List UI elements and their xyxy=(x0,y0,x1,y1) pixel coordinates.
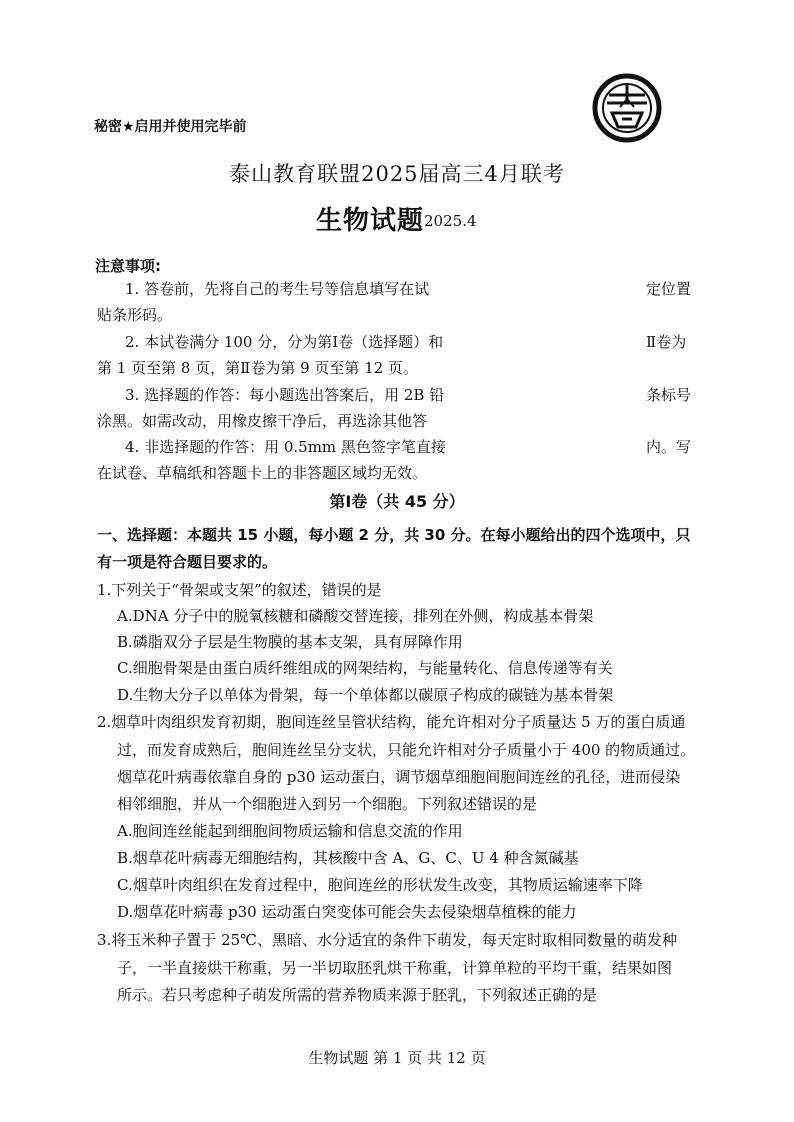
instruction-line: 有一项是符合题目要求的。 xyxy=(97,553,278,571)
notes-fragment: 内。写 xyxy=(646,438,692,456)
question-2-stem: 相邻细胞，并从一个细胞进入到另一个细胞。下列叙述错误的是 xyxy=(117,795,538,813)
notes-fragment: 定位置 xyxy=(646,280,692,298)
instruction-line: 一、选择题：本题共 15 小题，每小题 2 分，共 30 分。在每小题给出的四个选项中，只 xyxy=(97,526,691,544)
notes-line: 涂黑。如需改动，用橡皮擦干净后，再选涂其他答 xyxy=(97,412,428,430)
notes-fragment: 条标号 xyxy=(646,386,692,404)
question-2-option-a: A.胞间连丝能起到细胞间物质运输和信息交流的作用 xyxy=(117,822,463,840)
question-1-option-a: A.DNA 分子中的脱氧核糖和磷酸交替连接，排列在外侧，构成基本骨架 xyxy=(117,607,594,625)
question-3-stem: 3.将玉米种子置于 25℃、黑暗、水分适宜的条件下萌发，每天定时取相同数量的萌发种 xyxy=(97,931,677,949)
question-2-option-d: D.烟草花叶病毒 p30 运动蛋白突变体可能会失去侵染烟草植株的能力 xyxy=(117,903,577,921)
question-1-option-b: B.磷脂双分子层是生物膜的基本支架，具有屏障作用 xyxy=(117,633,463,651)
page-footer: 生物试题 第 1 页 共 12 页 xyxy=(308,1049,486,1067)
school-seal-logo xyxy=(592,73,662,143)
question-2-stem: 2.烟草叶肉组织发育初期，胞间连丝呈管状结构，能允许相对分子质量达 5 万的蛋白质通 xyxy=(97,713,686,731)
notes-line: 2. 本试卷满分 100 分，分为第Ⅰ卷（选择题）和 xyxy=(125,333,444,351)
question-2-option-c: C.烟草叶肉组织在发育过程中，胞间连丝的形状发生改变，其物质运输速率下降 xyxy=(117,876,643,894)
obscured-region xyxy=(455,246,643,458)
question-3-stem: 所示。若只考虑种子萌发所需的营养物质来源于胚乳，下列叙述正确的是 xyxy=(117,986,598,1004)
notes-heading: 注意事项: xyxy=(95,257,161,275)
exam-date: 2025.4 xyxy=(424,212,477,230)
confidential-label: 秘密★启用并使用完毕前 xyxy=(94,119,247,135)
notes-line: 贴条形码。 xyxy=(97,306,173,324)
subject-title: 生物试题 xyxy=(316,206,425,236)
notes-fragment: Ⅱ卷为 xyxy=(646,333,687,351)
question-1-stem: 1.下列关于“骨架或支架”的叙述，错误的是 xyxy=(97,581,382,599)
question-3-stem: 子，一半直接烘干称重，另一半切取胚乳烘干称重，计算单粒的平均干重，结果如图 xyxy=(117,959,673,977)
notes-line: 在试卷、草稿纸和答题卡上的非答题区域均无效。 xyxy=(97,464,428,482)
exam-title: 泰山教育联盟2025届高三4月联考 xyxy=(229,162,565,186)
question-2-stem: 烟草花叶病毒依靠自身的 p30 运动蛋白，调节烟草细胞间胞间连丝的孔径，进而侵染 xyxy=(117,768,681,786)
section-heading: 第Ⅰ卷（共 45 分） xyxy=(329,492,465,511)
question-2-option-b: B.烟草花叶病毒无细胞结构，其核酸中含 A、G、C、U 4 种含氮碱基 xyxy=(117,849,579,867)
notes-line: 第 1 页至第 8 页，第Ⅱ卷为第 9 页至第 12 页。 xyxy=(97,359,419,377)
question-1-option-c: C.细胞骨架是由蛋白质纤维组成的网架结构，与能量转化、信息传递等有关 xyxy=(117,659,613,677)
question-2-stem: 过，而发育成熟后，胞间连丝呈分支状，只能允许相对分子质量小于 400 的物质通过。 xyxy=(117,741,696,759)
notes-line: 4. 非选择题的作答：用 0.5mm 黑色签字笔直接 xyxy=(125,438,446,456)
question-1-option-d: D.生物大分子以单体为骨架，每一个单体都以碳原子构成的碳链为基本骨架 xyxy=(117,686,614,704)
notes-line: 3. 选择题的作答：每小题选出答案后，用 2B 铅 xyxy=(125,386,445,404)
notes-line: 1. 答卷前，先将自己的考生号等信息填写在试 xyxy=(125,280,430,298)
